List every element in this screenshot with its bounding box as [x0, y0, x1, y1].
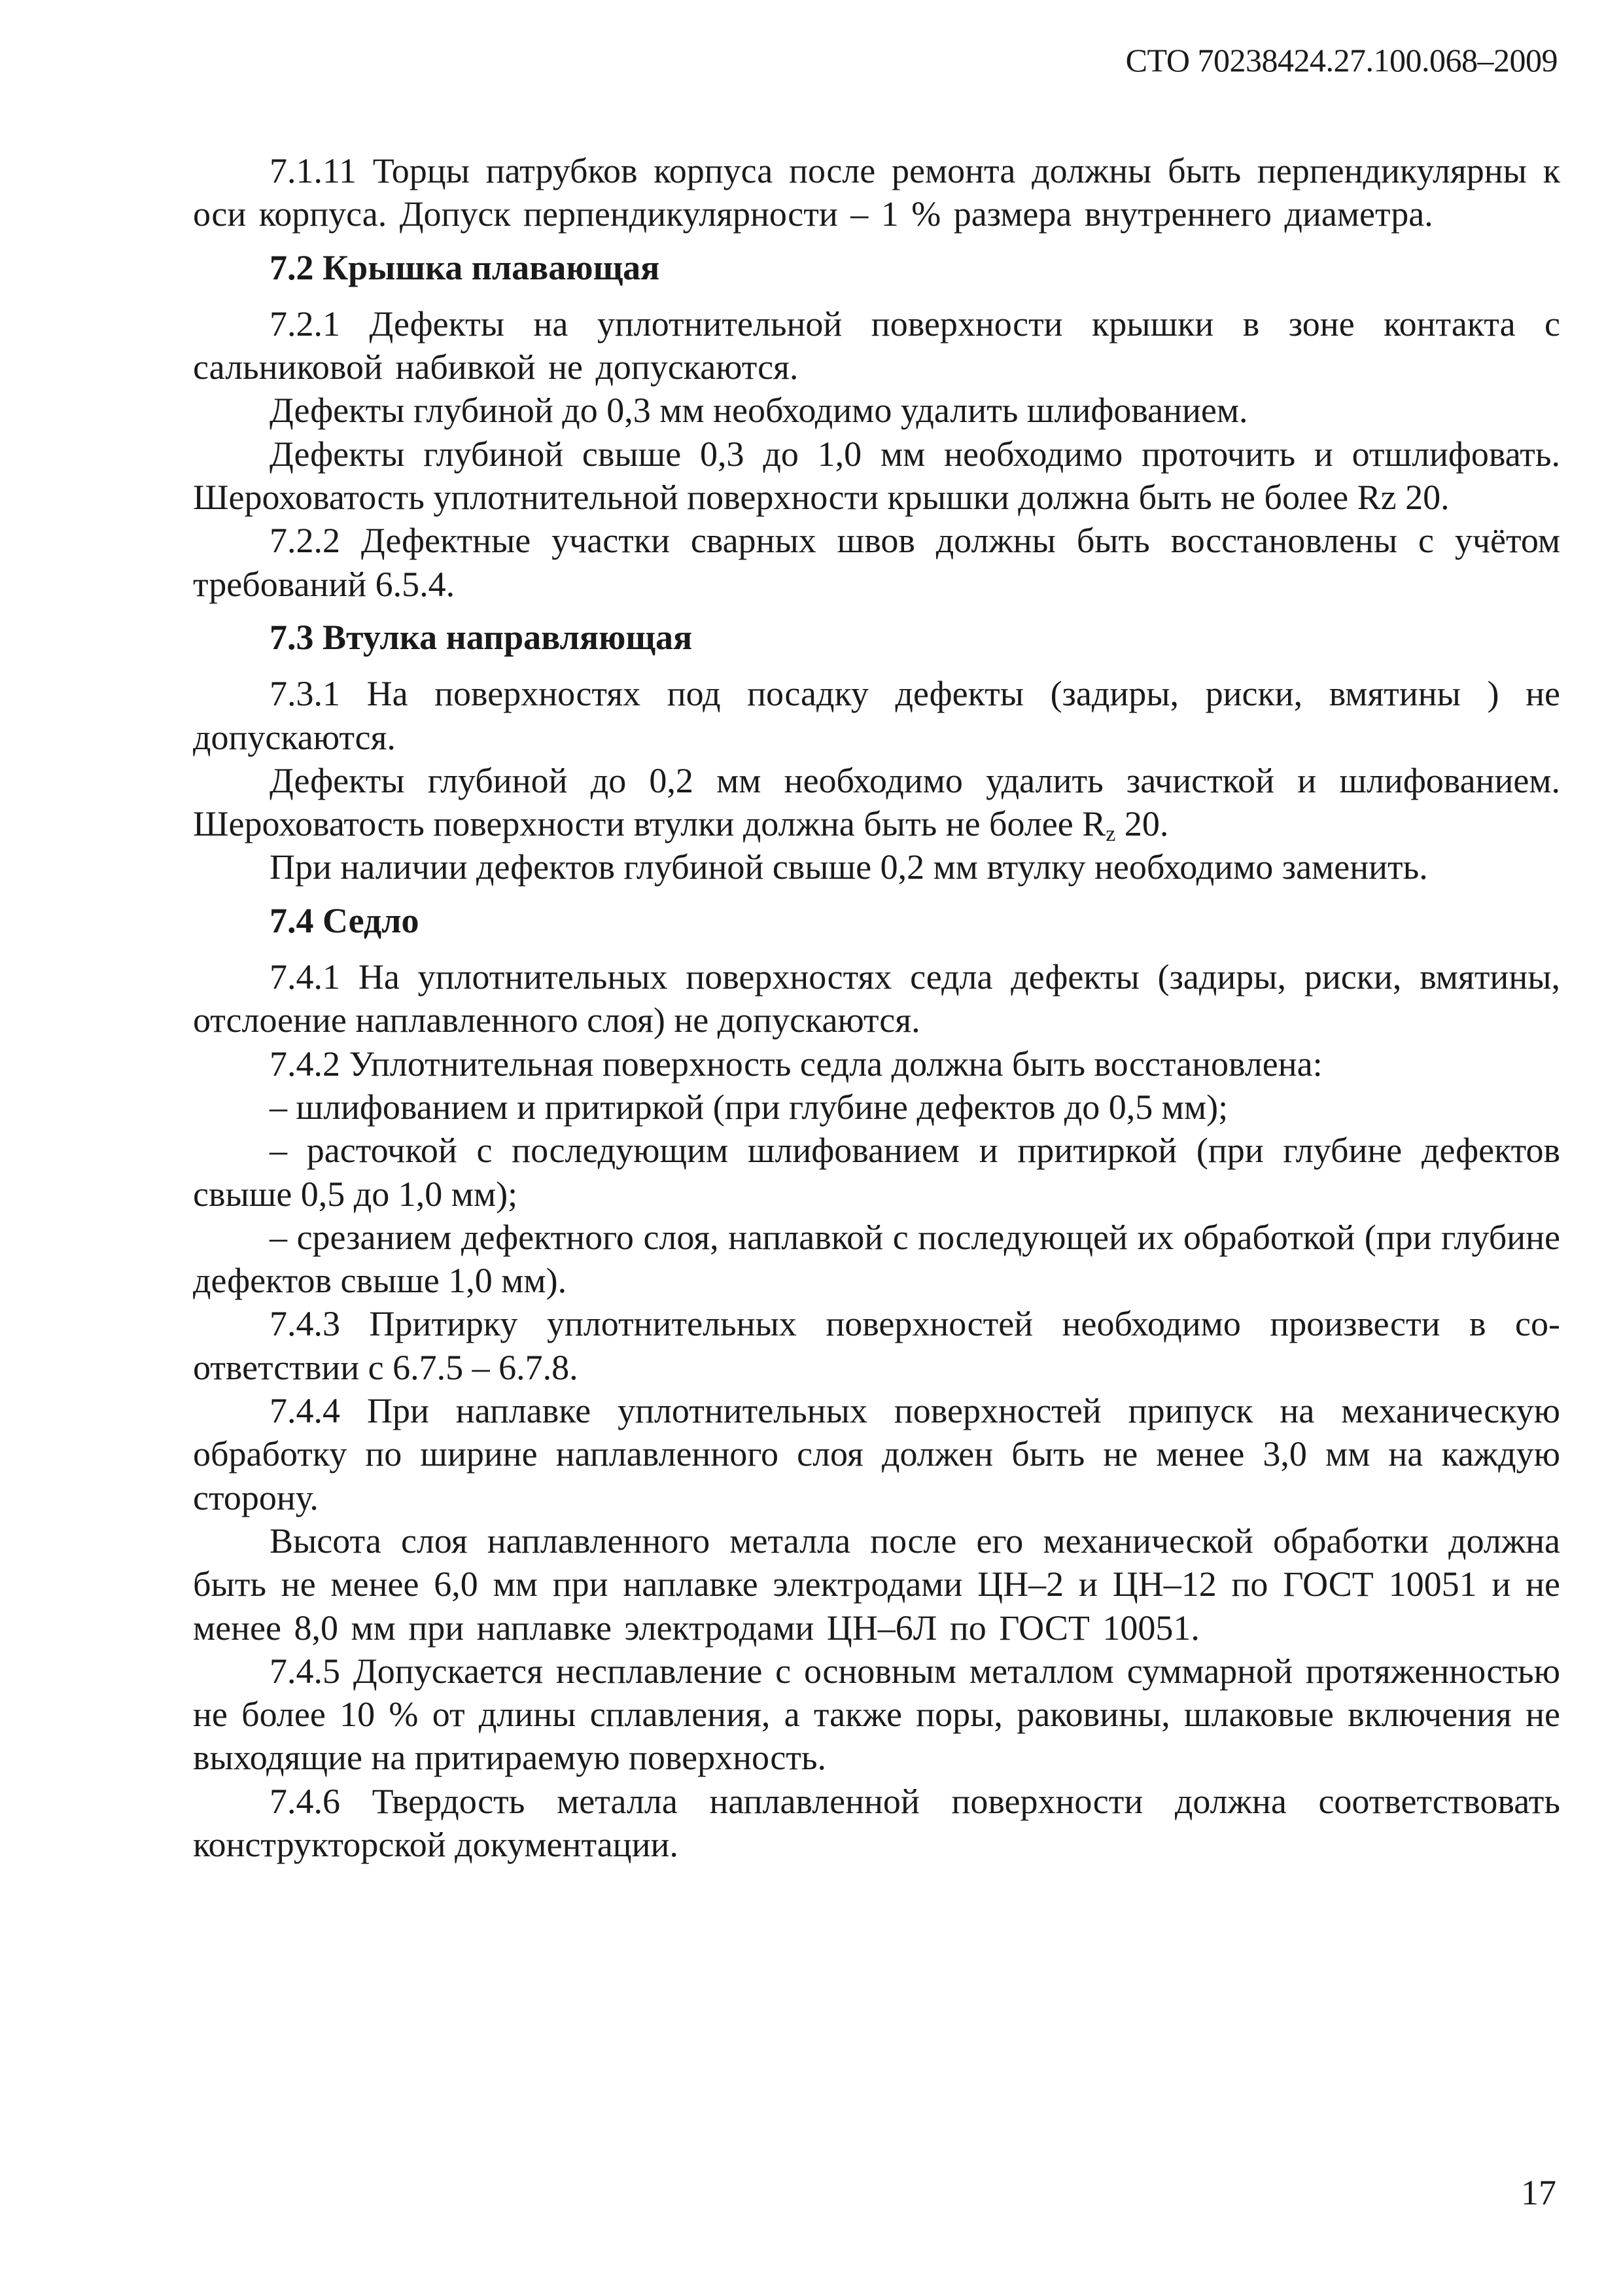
list-item-7-4-2-a: – шлифованием и притиркой (при глубине дефектов до 0,5 мм);	[270, 1087, 1229, 1127]
paragraph-7-3-1-b-text: Дефекты глубиной до 0,2 мм необходимо удалить зачисткой и шлифованием. Шероховатость поверхности втулки должна быть не более R	[193, 760, 1560, 844]
list-item-7-4-2-c: – срезанием дефектного слоя, наплавкой с последующей их обработкой (при глубине дефектов свыше 1,0 мм).	[193, 1217, 1560, 1301]
heading-7-4: 7.4 Седло	[270, 900, 419, 940]
paragraph-7-3-1: 7.3.1 На поверхностях под посадку дефекты (задиры, риски, вмятины ) не допускаются.	[193, 674, 1560, 757]
list-item-7-4-2-b: – расточкой с последующим шлифованием и притиркой (при глубине дефектов свыше 0,5 до 1,0 мм);	[193, 1131, 1560, 1214]
paragraph-7-2-1-b: Дефекты глубиной до 0,3 мм необходимо удалить шлифованием.	[270, 391, 1248, 431]
paragraph-7-4-2: 7.4.2 Уплотнительная поверхность седла должна быть восстановлена:	[270, 1044, 1323, 1084]
paragraph-7-2-1: 7.2.1 Дефекты на уплотнительной поверхности крышки в зоне контакта с сальниковой набивкой не допускаются.	[193, 304, 1560, 387]
paragraph-7-4-6: 7.4.6 Твердость металла наплавленной поверхности должна соответствовать конструкторской документации.	[193, 1781, 1560, 1864]
paragraph-7-2-1-c: Дефекты глубиной свыше 0,3 до 1,0 мм необходимо проточить и отшлифовать. Шероховатость уплотнительной поверхности крышки должна быть не более Rz 20.	[193, 434, 1560, 518]
heading-7-3: 7.3 Втулка направляющая	[270, 617, 693, 657]
document-code-header: СТО 70238424.27.100.068–2009	[1125, 42, 1558, 79]
page-number: 17	[1521, 2173, 1556, 2212]
paragraph-7-2-2: 7.2.2 Дефектные участки сварных швов должны быть восстановлены с учётом требований 6.5.4.	[193, 521, 1560, 604]
paragraph-7-4-4: 7.4.4 При наплавке уплотнительных поверхностей припуск на механическую обработку по ширине наплавленного слоя должен быть не менее 3,0 мм на каждую сторону.	[193, 1391, 1560, 1517]
paragraph-7-4-4-b: Высота слоя наплавленного металла после его механической обработки должна быть не менее 6,0 мм при наплавке электродами ЦН–2 и ЦН–12 по ГОСТ 10051 и не менее 8,0 мм при наплавке электродами ЦН–6Л по ГОСТ 10051.	[193, 1521, 1560, 1648]
paragraph-7-4-3: 7.4.3 Притирку уплотнительных поверхностей необходимо произвести в соответствии с 6.7.5 – 6.7.8.	[193, 1304, 1560, 1387]
paragraph-7-4-5: 7.4.5 Допускается несплавление с основным металлом суммарной протяженностью не более 10 % от длины сплавления, а также поры, раковины, шлаковые включения не выходящие на притираемую поверхность.	[193, 1651, 1560, 1778]
paragraph-7-4-1: 7.4.1 На уплотнительных поверхностях седла дефекты (задиры, риски, вмятины, отслоение наплавленного слоя) не допускаются.	[193, 957, 1560, 1040]
paragraph-7-3-1-b-tail: 20.	[1115, 804, 1169, 844]
document-body	[193, 149, 1560, 1866]
heading-7-2: 7.2 Крышка плавающая	[270, 247, 660, 287]
paragraph-7-3-1-c: При наличии дефектов глубиной свыше 0,2 мм втулку необходимо заменить.	[270, 847, 1428, 887]
paragraph-7-1-11: 7.1.11 Торцы патрубков корпуса после ремонта должны быть перпендикулярны к оси корпуса. Допуск перпендикулярности – 1 % размера внутреннего диаметра.	[193, 151, 1560, 234]
roughness-subscript: z	[1106, 822, 1116, 847]
paragraph-7-3-1-b	[193, 759, 1560, 846]
